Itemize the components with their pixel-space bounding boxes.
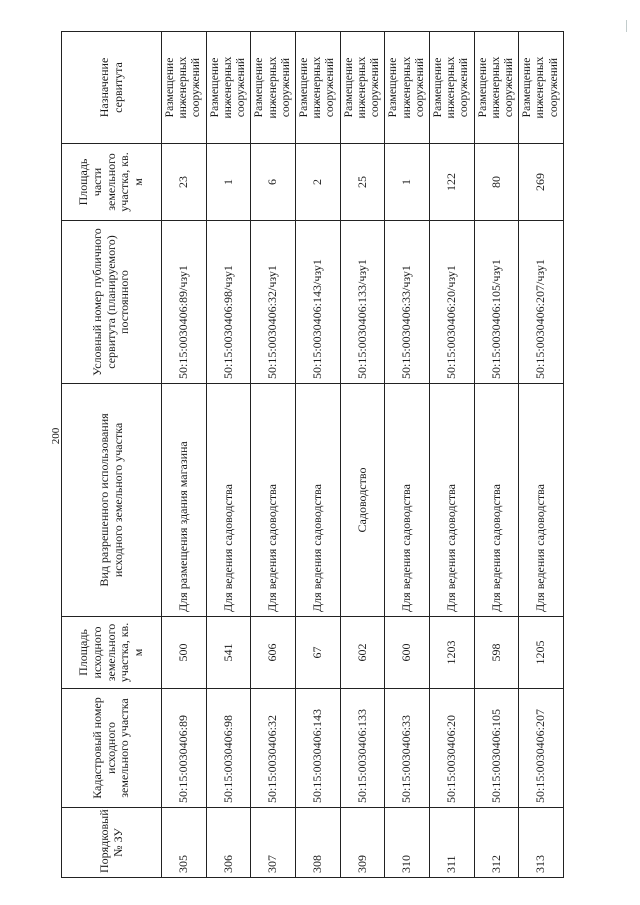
page-number: 200: [50, 427, 62, 445]
serial-number-cell: 312: [474, 808, 519, 878]
source-area-cell: 500: [162, 617, 207, 689]
header-servitude-number: Условный номер публичного сервитута (планируемого) постоянного: [62, 221, 162, 384]
part-area-cell: 2: [295, 144, 340, 221]
source-area-cell: 1203: [429, 617, 474, 689]
header-part-area: Площадь части земельного участка, кв. м: [62, 144, 162, 221]
header-permitted-use: Вид разрешенного использования исходного земельного участка: [62, 384, 162, 617]
part-area-cell: 80: [474, 144, 519, 221]
part-area-cell: 122: [429, 144, 474, 221]
header-source-area: Площадь исходного земельного участка, кв. м: [62, 617, 162, 689]
cadastral-number-cell: 50:15:0030406:105: [474, 689, 519, 808]
source-area-cell: 541: [206, 617, 251, 689]
part-area-cell: 269: [519, 144, 564, 221]
part-area-cell: 1: [385, 144, 430, 221]
source-area-cell: 598: [474, 617, 519, 689]
servitude-purpose-cell: Размещение инженерных сооружений: [162, 32, 207, 144]
servitude-number-cell: 50:15:0030406:20/чзу1: [429, 221, 474, 384]
servitude-purpose-cell: Размещение инженерных сооружений: [385, 32, 430, 144]
permitted-use-cell: Для размещения здания магазина: [162, 384, 207, 617]
rotated-table-container: [61, 32, 560, 878]
servitude-number-cell: 50:15:0030406:207/чзу1: [519, 221, 564, 384]
table-row: [340, 32, 385, 878]
source-area-cell: 602: [340, 617, 385, 689]
source-area-cell: 600: [385, 617, 430, 689]
servitude-number-cell: 50:15:0030406:133/чзу1: [340, 221, 385, 384]
source-area-cell: 67: [295, 617, 340, 689]
cadastral-number-cell: 50:15:0030406:143: [295, 689, 340, 808]
servitude-purpose-cell: Размещение инженерных сооружений: [474, 32, 519, 144]
servitude-purpose-cell: Размещение инженерных сооружений: [519, 32, 564, 144]
cadastral-number-cell: 50:15:0030406:207: [519, 689, 564, 808]
servitude-number-cell: 50:15:0030406:98/чзу1: [206, 221, 251, 384]
cadastral-number-cell: 50:15:0030406:133: [340, 689, 385, 808]
part-area-cell: 6: [251, 144, 296, 221]
serial-number-cell: 311: [429, 808, 474, 878]
permitted-use-cell: Для ведения садоводства: [295, 384, 340, 617]
header-cadastral-number: Кадастровый номер исходного земельного участка: [62, 689, 162, 808]
source-area-cell: 606: [251, 617, 296, 689]
servitude-purpose-cell: Размещение инженерных сооружений: [429, 32, 474, 144]
servitude-number-cell: 50:15:0030406:143/чзу1: [295, 221, 340, 384]
permitted-use-cell: Для ведения садоводства: [206, 384, 251, 617]
serial-number-cell: 308: [295, 808, 340, 878]
table-row: [162, 32, 207, 878]
table-row: [251, 32, 296, 878]
cadastral-number-cell: 50:15:0030406:98: [206, 689, 251, 808]
serial-number-cell: 313: [519, 808, 564, 878]
table-row: [385, 32, 430, 878]
table-body: [162, 32, 564, 878]
table-row: [519, 32, 564, 878]
servitude-number-cell: 50:15:0030406:32/чзу1: [251, 221, 296, 384]
table-row: [206, 32, 251, 878]
scan-edge-mark: [626, 20, 635, 32]
part-area-cell: 1: [206, 144, 251, 221]
servitude-number-cell: 50:15:0030406:33/чзу1: [385, 221, 430, 384]
header-servitude-purpose: Назначение сервитута: [62, 32, 162, 144]
part-area-cell: 23: [162, 144, 207, 221]
cadastral-number-cell: 50:15:0030406:33: [385, 689, 430, 808]
table-row: [429, 32, 474, 878]
serial-number-cell: 310: [385, 808, 430, 878]
servitude-number-cell: 50:15:0030406:105/чзу1: [474, 221, 519, 384]
header-serial-number: Порядковый № ЗУ: [62, 808, 162, 878]
permitted-use-cell: Садоводство: [340, 384, 385, 617]
source-area-cell: 1205: [519, 617, 564, 689]
permitted-use-cell: Для ведения садоводства: [474, 384, 519, 617]
cadastral-number-cell: 50:15:0030406:32: [251, 689, 296, 808]
serial-number-cell: 307: [251, 808, 296, 878]
table-header-row: [62, 32, 162, 878]
serial-number-cell: 305: [162, 808, 207, 878]
permitted-use-cell: Для ведения садоводства: [519, 384, 564, 617]
table-row: [295, 32, 340, 878]
table-row: [474, 32, 519, 878]
permitted-use-cell: Для ведения садоводства: [429, 384, 474, 617]
cadastral-number-cell: 50:15:0030406:89: [162, 689, 207, 808]
servitude-table: [61, 31, 564, 878]
permitted-use-cell: Для ведения садоводства: [251, 384, 296, 617]
servitude-purpose-cell: Размещение инженерных сооружений: [340, 32, 385, 144]
cadastral-number-cell: 50:15:0030406:20: [429, 689, 474, 808]
serial-number-cell: 306: [206, 808, 251, 878]
part-area-cell: 25: [340, 144, 385, 221]
servitude-purpose-cell: Размещение инженерных сооружений: [251, 32, 296, 144]
servitude-purpose-cell: Размещение инженерных сооружений: [206, 32, 251, 144]
serial-number-cell: 309: [340, 808, 385, 878]
servitude-purpose-cell: Размещение инженерных сооружений: [295, 32, 340, 144]
servitude-number-cell: 50:15:0030406:89/чзу1: [162, 221, 207, 384]
permitted-use-cell: Для ведения садоводства: [385, 384, 430, 617]
